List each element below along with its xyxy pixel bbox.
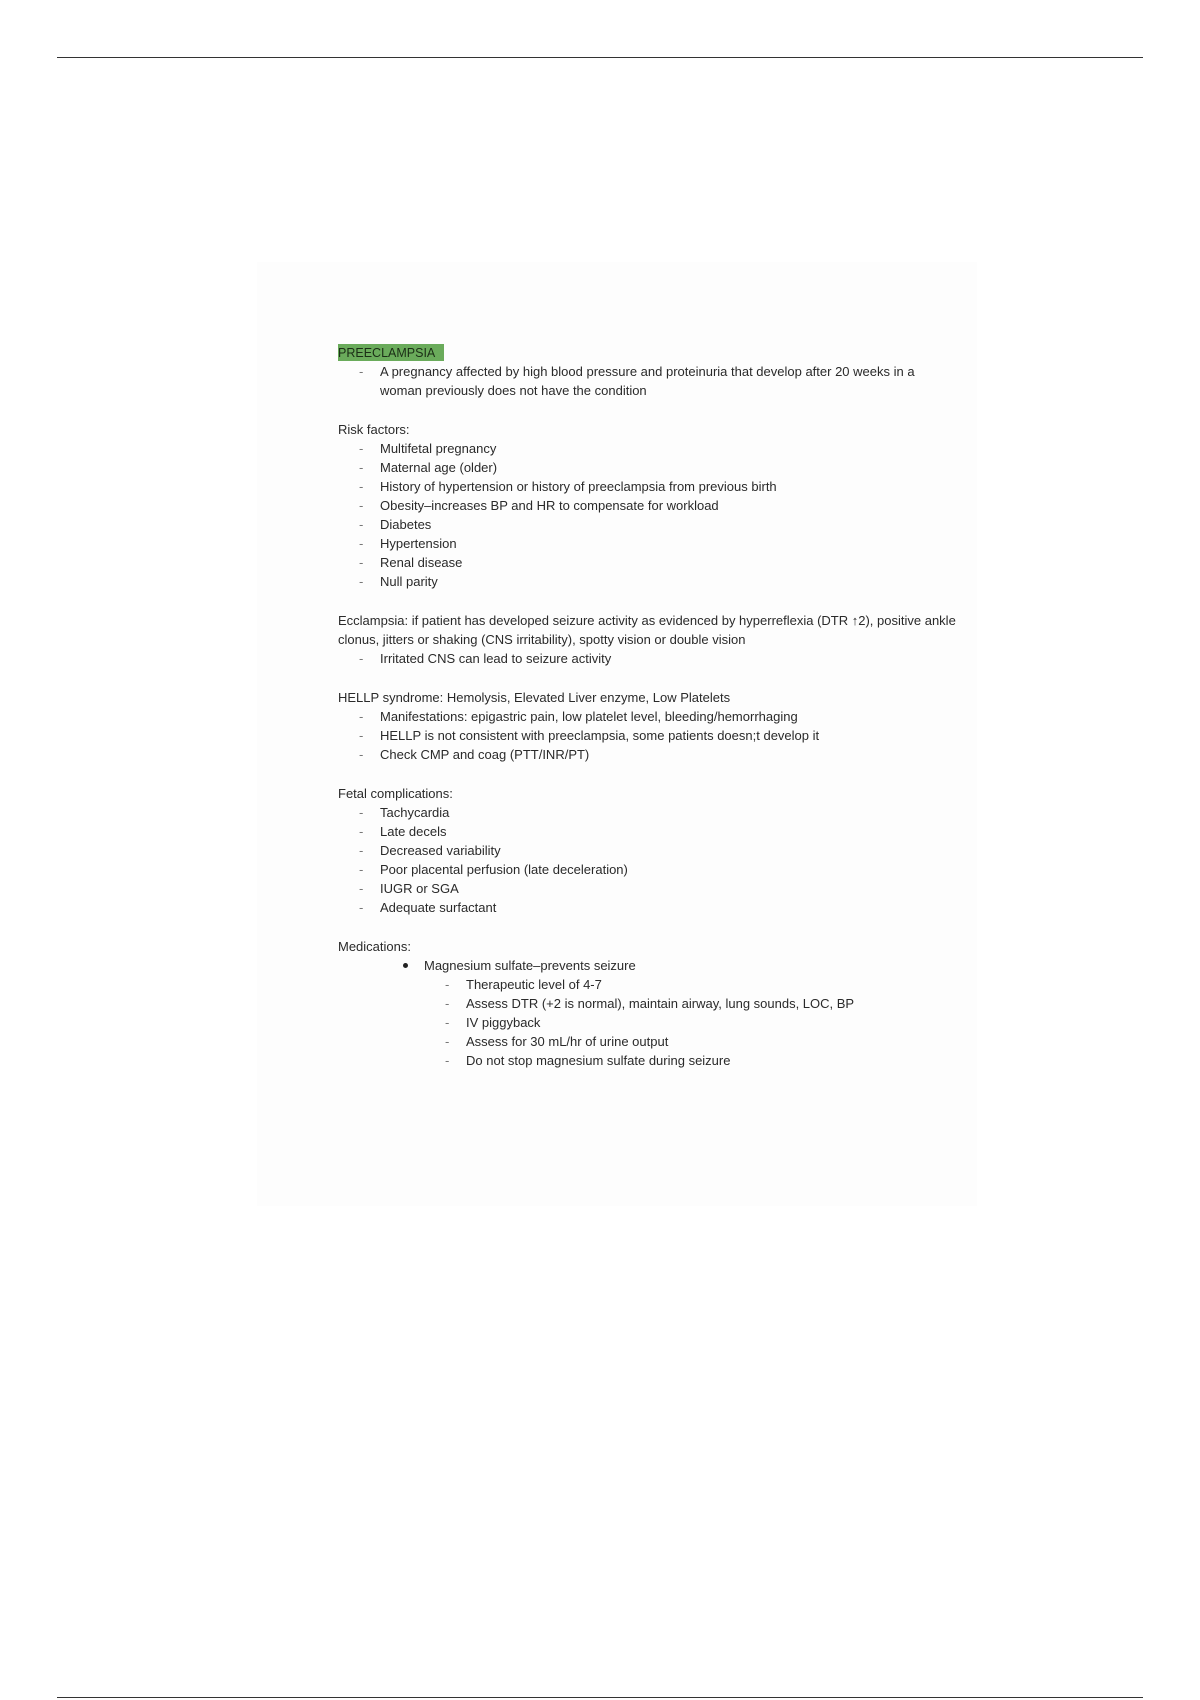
list-item: - Tachycardia (380, 803, 958, 822)
list-item: - HELLP is not consistent with preeclampsia, some patients doesn;t develop it (380, 726, 958, 745)
risk-factors-list (338, 439, 958, 591)
list-item: - Manifestations: epigastric pain, low platelet level, bleeding/hemorrhaging (380, 707, 958, 726)
list-item: - Obesity–increases BP and HR to compensate for workload (380, 496, 958, 515)
hellp-list (338, 707, 958, 764)
list-item: - Irritated CNS can lead to seizure activity (380, 649, 958, 668)
document-title: PREECLAMPSIA (338, 344, 444, 361)
list-item: - Null parity (380, 572, 958, 591)
list-item: - A pregnancy affected by high blood pressure and proteinuria that develop after 20 weeks in a woman previously does not have the condition (380, 362, 958, 400)
list-item: - Therapeutic level of 4-7 (466, 975, 958, 994)
list-item (424, 956, 958, 1070)
list-item: - Maternal age (older) (380, 458, 958, 477)
fetal-complications-list (338, 803, 958, 917)
list-item: - Assess for 30 mL/hr of urine output (466, 1032, 958, 1051)
list-item: - Hypertension (380, 534, 958, 553)
list-item: - Check CMP and coag (PTT/INR/PT) (380, 745, 958, 764)
list-item: - Adequate surfactant (380, 898, 958, 917)
bottom-rule (57, 1697, 1143, 1698)
list-item: - Poor placental perfusion (late deceleration) (380, 860, 958, 879)
list-item: - IV piggyback (466, 1013, 958, 1032)
list-item: - IUGR or SGA (380, 879, 958, 898)
eclampsia-heading: Ecclampsia: if patient has developed seizure activity as evidenced by hyperreflexia (DTR ↑2), positive ankle clonus, jitters or shaking (CNS irritability), spotty vision or double vision (338, 613, 956, 647)
list-item: - Late decels (380, 822, 958, 841)
top-rule (57, 57, 1143, 58)
medications-heading: Medications: (338, 939, 411, 954)
medications-list (338, 956, 958, 1070)
list-item: - Diabetes (380, 515, 958, 534)
fetal-complications-heading: Fetal complications: (338, 786, 453, 801)
risk-factors-heading: Risk factors: (338, 422, 410, 437)
list-item: - Assess DTR (+2 is normal), maintain airway, lung sounds, LOC, BP (466, 994, 958, 1013)
document-body (338, 343, 958, 1070)
list-item: - Renal disease (380, 553, 958, 572)
medication-details-list (424, 975, 958, 1070)
intro-list (338, 362, 958, 400)
list-item: - History of hypertension or history of preeclampsia from previous birth (380, 477, 958, 496)
eclampsia-list (338, 649, 958, 668)
hellp-heading: HELLP syndrome: Hemolysis, Elevated Liver enzyme, Low Platelets (338, 690, 731, 705)
list-item: - Multifetal pregnancy (380, 439, 958, 458)
medication-name: Magnesium sulfate–prevents seizure (424, 958, 636, 973)
list-item: - Do not stop magnesium sulfate during seizure (466, 1051, 958, 1070)
list-item: - Decreased variability (380, 841, 958, 860)
